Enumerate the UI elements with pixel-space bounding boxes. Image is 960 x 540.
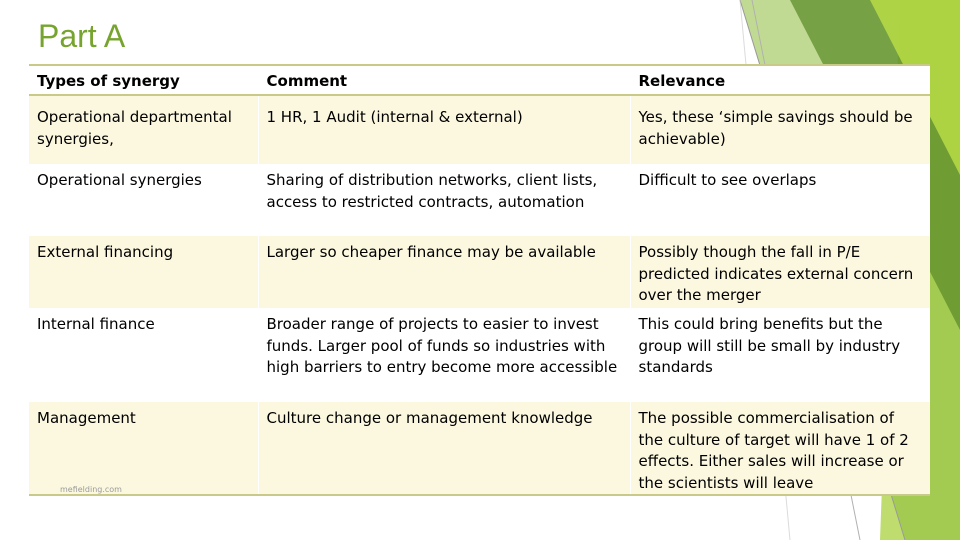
relevance-cell: Yes, these ‘simple savings should be achievable) <box>630 95 930 164</box>
comment-cell: Sharing of distribution networks, client lists, access to restricted contracts, automation <box>258 164 630 236</box>
comment-cell: 1 HR, 1 Audit (internal & external) <box>258 95 630 164</box>
synergy-type-cell: Internal finance <box>29 308 258 402</box>
synergy-type-cell: External financing <box>29 236 258 308</box>
relevance-cell: The possible commercialisation of the culture of target will have 1 of 2 effects. Either sales will increase or the scientists will leave <box>630 402 930 495</box>
table-row <box>29 236 930 308</box>
comment-cell: Larger so cheaper finance may be available <box>258 236 630 308</box>
synergy-type-cell: Operational departmental synergies, <box>29 95 258 164</box>
comment-cell: Broader range of projects to easier to invest funds. Larger pool of funds so industries with high barriers to entry become more accessible <box>258 308 630 402</box>
relevance-cell: Difficult to see overlaps <box>630 164 930 236</box>
table-row <box>29 402 930 495</box>
watermark-text: mefielding.com <box>60 485 122 494</box>
relevance-cell: Possibly though the fall in P/E predicted indicates external concern over the merger <box>630 236 930 308</box>
header-comment: Comment <box>258 65 630 95</box>
header-relevance: Relevance <box>630 65 930 95</box>
synergy-table <box>29 64 930 496</box>
header-types-of-synergy: Types of synergy <box>29 65 258 95</box>
synergy-type-cell: Operational synergies <box>29 164 258 236</box>
slide-title: Part A <box>38 18 126 54</box>
table-row <box>29 95 930 164</box>
synergy-type-cell: Management <box>29 402 258 495</box>
table-header-row <box>29 65 930 95</box>
table-row <box>29 164 930 236</box>
relevance-cell: This could bring benefits but the group will still be small by industry standards <box>630 308 930 402</box>
table-row <box>29 308 930 402</box>
comment-cell: Culture change or management knowledge <box>258 402 630 495</box>
